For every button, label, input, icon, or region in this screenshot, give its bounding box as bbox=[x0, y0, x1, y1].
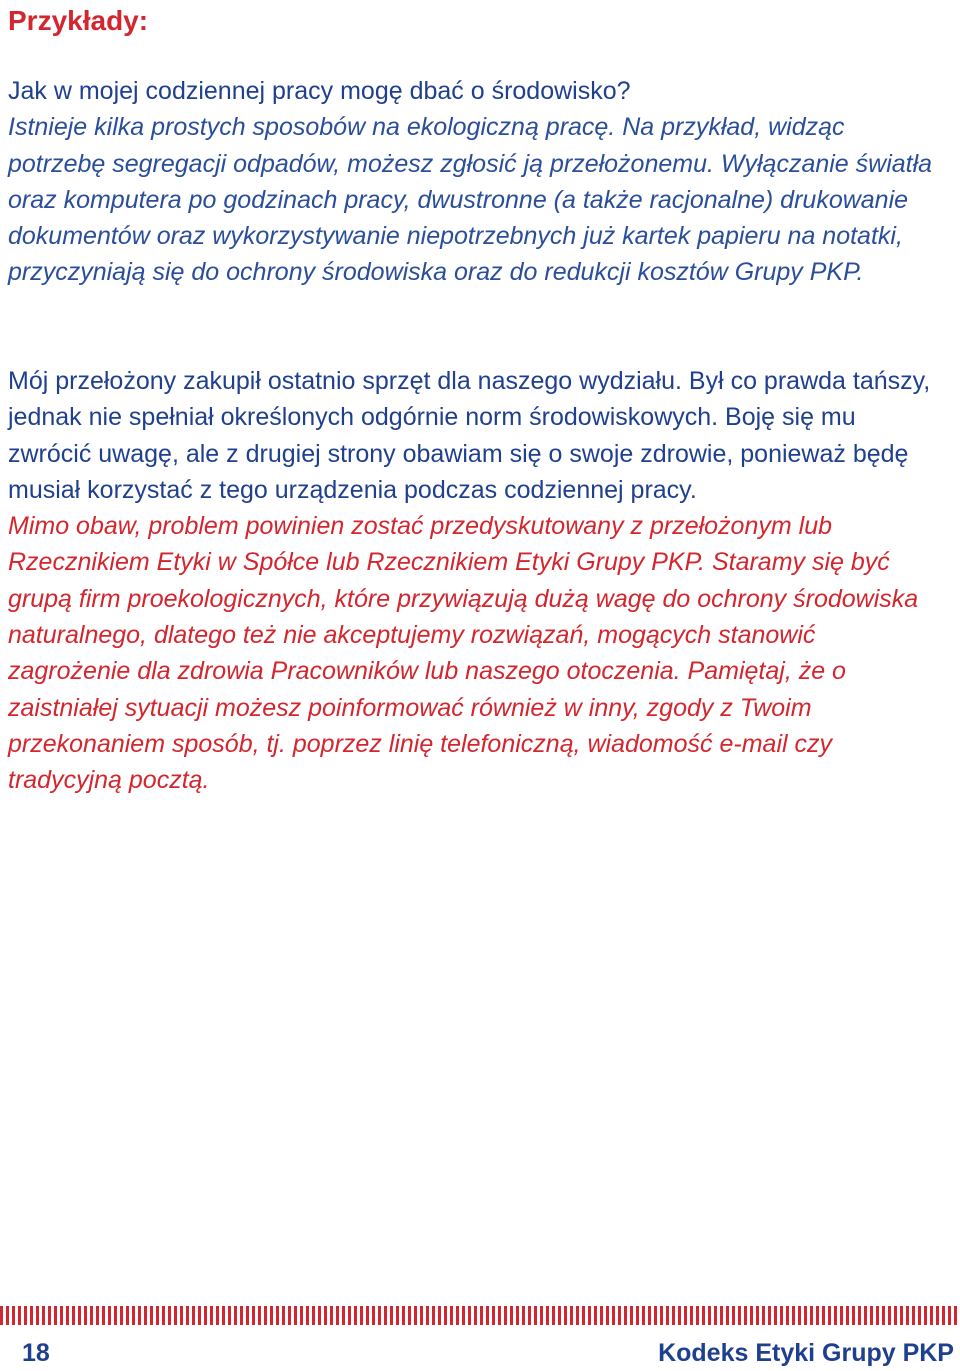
page-number: 18 bbox=[22, 1339, 50, 1367]
example-1-question: Jak w mojej codziennej pracy mogę dbać o środowisko? bbox=[8, 77, 631, 105]
example-2 bbox=[8, 363, 940, 799]
footer-title: Kodeks Etyki Grupy PKP bbox=[658, 1339, 954, 1367]
example-1-answer: Istnieje kilka prostych sposobów na ekologiczną pracę. Na przykład, widząc potrzebę segregacji odpadów, możesz zgłosić ją przełożonemu. Wyłączanie światła oraz komputera po godzinach pracy, dwustronne (a także racjonalne) drukowanie dokumentów oraz wykorzystywanie niepotrzebnych już kartek papieru na notatki, przyczyniają się do ochrony środowiska oraz do redukcji kosztów Grupy PKP. bbox=[8, 113, 933, 287]
footer-stripe-bar bbox=[0, 1306, 960, 1325]
page-heading: Przykłady: bbox=[8, 5, 149, 36]
example-1 bbox=[8, 73, 940, 291]
example-2-question: Mój przełożony zakupił ostatnio sprzęt dla naszego wydziału. Był co prawda tańszy, jednak nie spełniał określonych odgórnie norm środowiskowych. Boję się mu zwrócić uwagę, ale z drugiej strony obawiam się o swoje zdrowie, ponieważ będę musiał korzystać z tego urządzenia podczas codziennej pracy. bbox=[8, 367, 931, 504]
example-2-answer: Mimo obaw, problem powinien zostać przedyskutowany z przełożonym lub Rzecznikiem Etyki w Spółce lub Rzecznikiem Etyki Grupy PKP. Staramy się być grupą firm proekologicznych, które przywiązują dużą wagę do ochrony środowiska naturalnego, dlatego też nie akceptujemy rozwiązań, mogących stanowić zagrożenie dla zdrowia Pracowników lub naszego otoczenia. Pamiętaj, że o zaistniałej sytuacji możesz poinformować również w inny, zgody z Twoim przekonaniem sposób, tj. poprzez linię telefoniczną, wiadomość e-mail czy tradycyjną pocztą. bbox=[8, 512, 919, 795]
